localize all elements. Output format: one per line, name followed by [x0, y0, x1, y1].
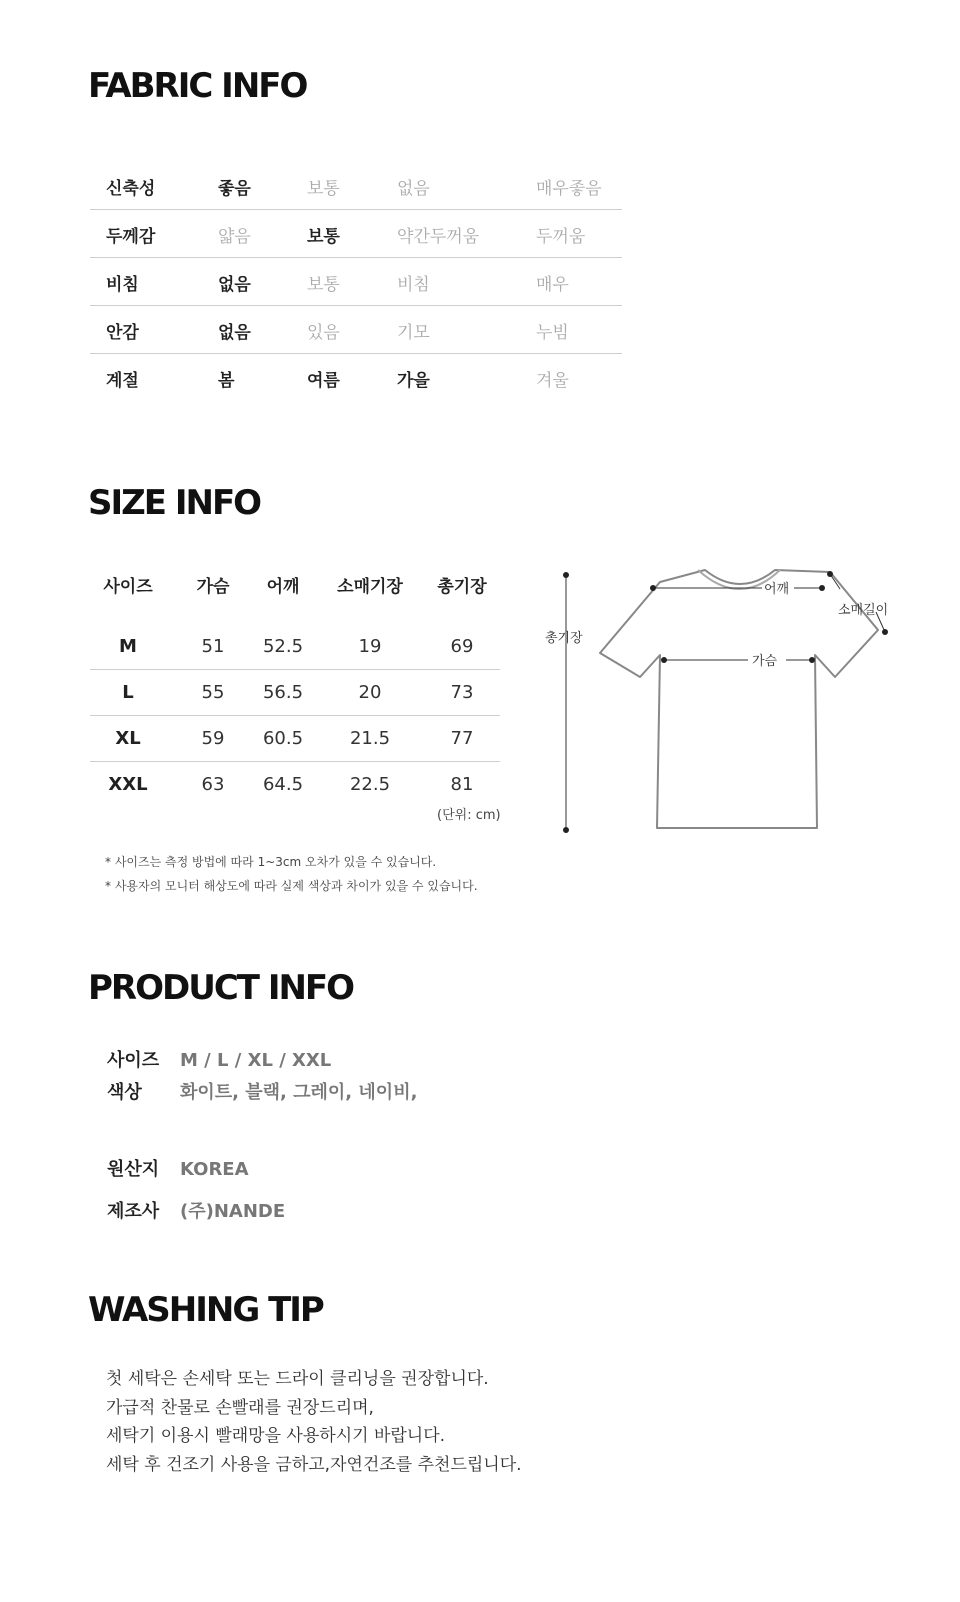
fabric-option: 매우좋음: [536, 179, 602, 199]
product-info-title: PRODUCT INFO: [88, 968, 354, 1008]
fabric-option: 봄: [218, 371, 235, 391]
fabric-row-label: 비침: [106, 275, 139, 295]
fabric-row: [90, 354, 622, 401]
washing-tip-title: WASHING TIP: [88, 1290, 323, 1330]
size-row: [90, 762, 500, 807]
size-row: [90, 624, 500, 670]
size-value: 22.5: [349, 774, 391, 795]
size-row: [90, 716, 500, 762]
fabric-row: [90, 258, 622, 306]
fabric-info-title: FABRIC INFO: [88, 66, 307, 106]
size-value: 60.5: [262, 728, 304, 749]
size-value: 20: [358, 682, 382, 703]
product-value: (주)NANDE: [180, 1201, 286, 1222]
size-value: 55: [201, 682, 225, 703]
size-header-chest: 가슴: [196, 577, 230, 597]
label-total-length: 총기장: [545, 631, 583, 646]
fabric-option: 기모: [397, 323, 430, 343]
size-value: 21.5: [349, 728, 391, 749]
fabric-option: 좋음: [218, 179, 251, 199]
product-row-origin: [107, 1155, 249, 1181]
product-label: 원산지: [107, 1159, 160, 1180]
size-note: * 사이즈는 측정 방법에 따라 1~3cm 오차가 있을 수 있습니다.: [105, 855, 437, 869]
fabric-option: 없음: [218, 275, 251, 295]
fabric-row: [90, 162, 622, 210]
fabric-row: [90, 210, 622, 258]
size-notes: [105, 850, 478, 898]
size-label: XL: [115, 728, 141, 749]
fabric-option: 보통: [307, 179, 340, 199]
product-label: 제조사: [107, 1201, 160, 1222]
tshirt-measurement-diagram: [540, 560, 920, 850]
size-value: 63: [201, 774, 225, 795]
fabric-option: 없음: [397, 179, 430, 199]
size-value: 51: [201, 636, 225, 657]
fabric-option: 가을: [397, 371, 430, 391]
fabric-row-label: 안감: [106, 323, 139, 343]
product-value: 화이트, 블랙, 그레이, 네이비,: [180, 1082, 418, 1103]
size-row: [90, 670, 500, 716]
size-table: [90, 624, 500, 807]
tshirt-outline: [600, 570, 878, 828]
product-label: 색상: [107, 1082, 142, 1103]
fabric-option: 매우: [536, 275, 569, 295]
washing-tip-text: [106, 1365, 522, 1479]
fabric-option: 얇음: [218, 227, 251, 247]
fabric-option: 약간두꺼움: [397, 227, 480, 247]
fabric-row-label: 신축성: [106, 179, 156, 199]
product-value: M / L / XL / XXL: [180, 1050, 332, 1071]
product-row-maker: [107, 1197, 285, 1223]
fabric-option: 겨울: [536, 371, 569, 391]
fabric-option: 보통: [307, 227, 340, 247]
size-value: 81: [450, 774, 474, 795]
fabric-option: 누빔: [536, 323, 569, 343]
fabric-option: 없음: [218, 323, 251, 343]
size-label: L: [122, 682, 134, 703]
size-label: XXL: [108, 774, 148, 795]
size-value: 69: [450, 636, 474, 657]
washing-line: 세탁기 이용시 빨래망을 사용하시기 바랍니다.: [106, 1426, 446, 1446]
size-label: M: [119, 636, 137, 657]
fabric-option: 있음: [307, 323, 340, 343]
fabric-option: 비침: [397, 275, 430, 295]
fabric-option: 두꺼움: [536, 227, 586, 247]
label-sleeve: 소매길이: [838, 603, 889, 618]
fabric-option: 여름: [307, 371, 340, 391]
product-value: KOREA: [180, 1159, 249, 1180]
size-value: 56.5: [262, 682, 304, 703]
fabric-row-label: 계절: [106, 371, 139, 391]
product-label: 사이즈: [107, 1050, 160, 1071]
unit-note: (단위: cm): [437, 808, 501, 823]
size-value: 64.5: [262, 774, 304, 795]
size-header-shoulder: 어깨: [266, 577, 300, 597]
fabric-row: [90, 306, 622, 354]
size-header-size: 사이즈: [103, 577, 153, 597]
size-value: 52.5: [262, 636, 304, 657]
size-value: 73: [450, 682, 474, 703]
size-value: 59: [201, 728, 225, 749]
washing-line: 가급적 찬물로 손빨래를 권장드리며,: [106, 1397, 374, 1418]
product-row-color: [107, 1078, 417, 1104]
fabric-row-label: 두께감: [106, 227, 156, 247]
size-value: 77: [450, 728, 474, 749]
label-chest: 가슴: [752, 654, 778, 669]
fabric-option: 보통: [307, 275, 340, 295]
fabric-info-table: [90, 162, 622, 401]
size-header-length: 총기장: [437, 577, 487, 597]
size-note: * 사용자의 모니터 해상도에 따라 실제 색상과 차이가 있을 수 있습니다.: [105, 879, 478, 893]
washing-line: 세탁 후 건조기 사용을 금하고,자연건조를 추천드립니다.: [106, 1454, 522, 1475]
size-info-title: SIZE INFO: [88, 483, 261, 523]
product-row-size: [107, 1046, 331, 1072]
washing-line: 첫 세탁은 손세탁 또는 드라이 클리닝을 권장합니다.: [106, 1369, 489, 1389]
label-shoulder: 어깨: [764, 582, 790, 597]
size-header-sleeve: 소매기장: [337, 577, 403, 597]
size-table-header: [90, 572, 500, 596]
size-value: 19: [358, 636, 382, 657]
